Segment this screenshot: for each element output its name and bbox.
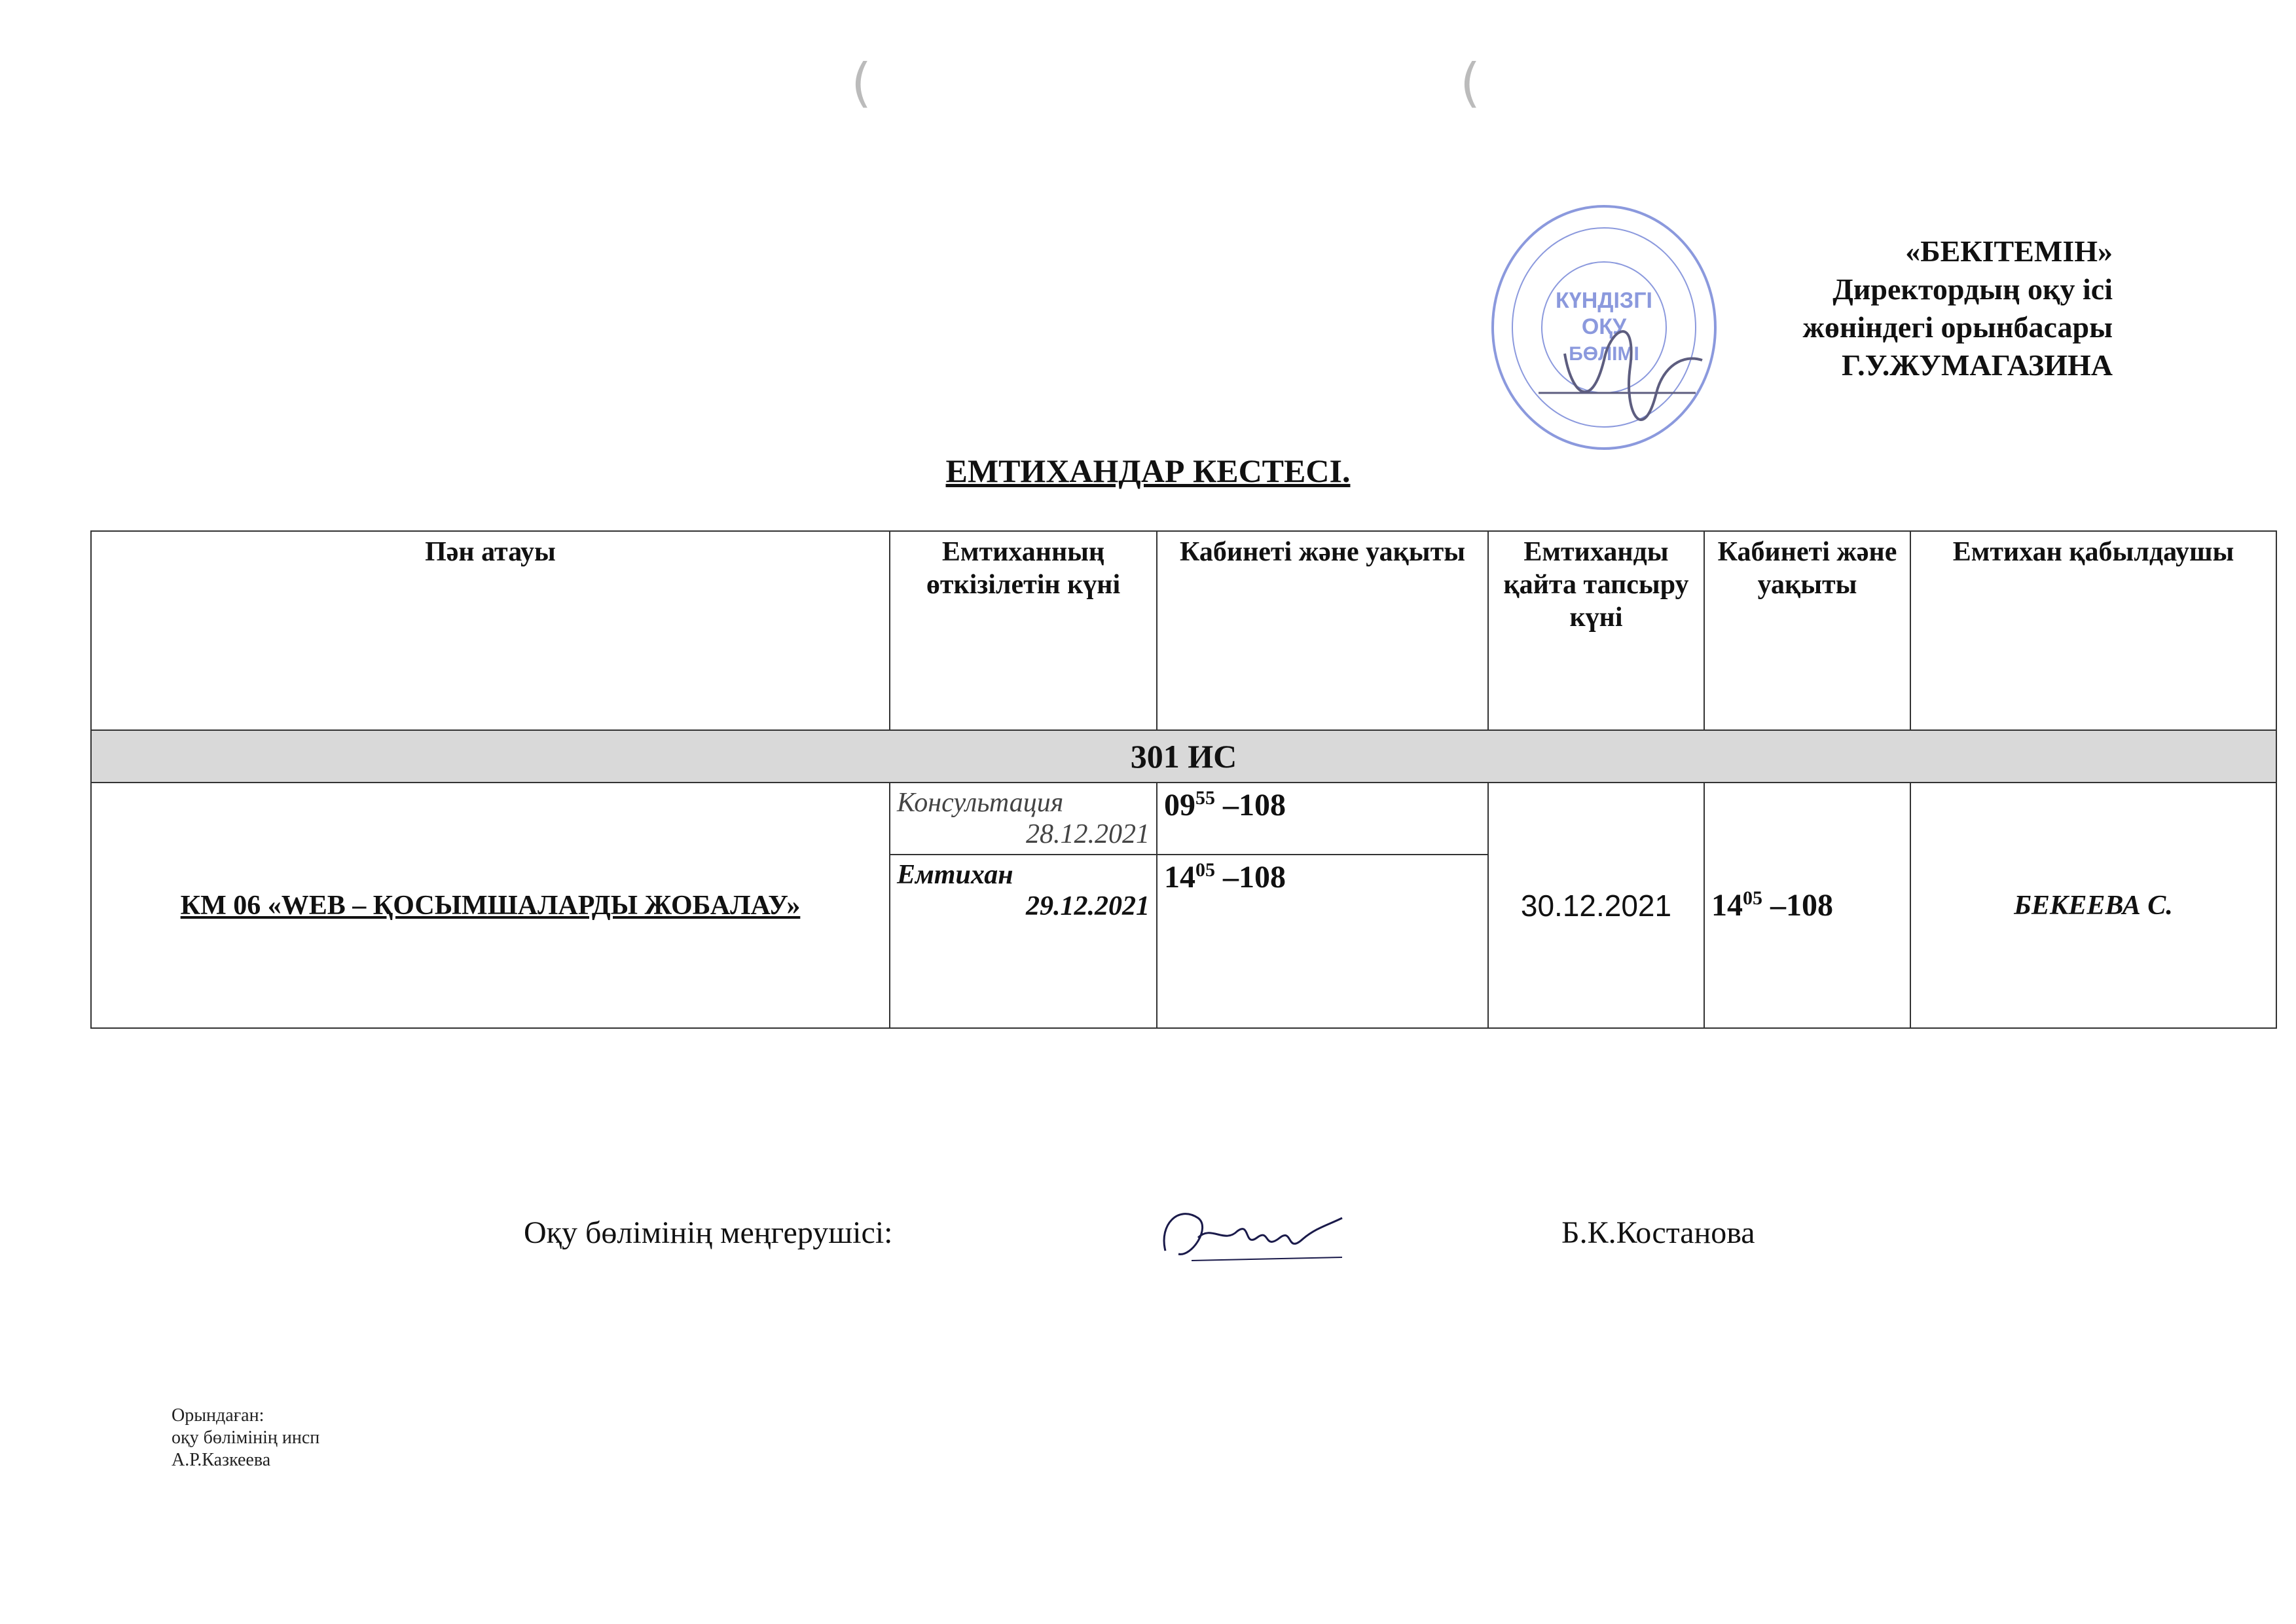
consult-date-cell — [890, 783, 1157, 855]
consult-hour: 09 — [1164, 788, 1195, 822]
exam-room: –108 — [1215, 860, 1286, 895]
scan-mark-right: ( — [1460, 52, 1481, 113]
footer-block — [172, 1405, 319, 1471]
group-label: 301 ИС — [91, 730, 2276, 783]
approval-block — [1803, 232, 2113, 384]
exam-schedule-table — [90, 530, 2277, 1029]
scan-mark-left: ( — [851, 52, 872, 113]
approval-line-4: Г.У.ЖУМАГАЗИНА — [1842, 348, 2113, 382]
exam-min: 05 — [1195, 859, 1215, 881]
header-room-time: Кабинеті және уақыты — [1157, 531, 1488, 730]
consult-date: 28.12.2021 — [1026, 819, 1150, 849]
exam-time-cell — [1157, 855, 1488, 1028]
stamp-text-1: КҮНДІЗГІ — [1556, 288, 1652, 313]
footer-line-2: оқу бөлімінің инсп — [172, 1428, 320, 1448]
subject-cell: КМ 06 «WEB – ҚОСЫМШАЛАРДЫ ЖОБАЛАУ» — [91, 783, 890, 1028]
handwritten-signature-icon — [1152, 1198, 1349, 1270]
header-retake-room-time: Кабинеті және уақыты — [1704, 531, 1910, 730]
consult-label: Консультация — [897, 788, 1064, 818]
table-header-row — [91, 531, 2276, 730]
exam-hour: 14 — [1164, 860, 1195, 895]
consult-time-cell — [1157, 783, 1488, 855]
header-examiner: Емтихан қабылдаушы — [1910, 531, 2276, 730]
retake-min: 05 — [1743, 887, 1762, 909]
footer-line-1: Орындаған: — [172, 1405, 264, 1426]
footer-line-3: А.Р.Казкеева — [172, 1450, 271, 1470]
stamp-text-2: ОҚУ — [1581, 314, 1627, 339]
approval-line-1: «БЕКІТЕМІН» — [1905, 234, 2113, 268]
approval-line-2: Директордың оқу ісі — [1832, 272, 2113, 306]
consult-min: 55 — [1195, 787, 1215, 809]
approval-line-3: жөніндегі орынбасары — [1802, 310, 2113, 344]
retake-hour: 14 — [1711, 888, 1743, 923]
department-head-label: Оқу бөлімінің меңгерушісі: — [524, 1215, 893, 1250]
table-row — [91, 783, 2276, 855]
department-head-name: Б.К.Костанова — [1561, 1215, 1755, 1250]
header-subject: Пән атауы — [91, 531, 890, 730]
examiner-cell: БЕКЕЕВА С. — [1910, 783, 2276, 1028]
retake-room: –108 — [1762, 888, 1833, 923]
exam-date: 29.12.2021 — [1026, 891, 1150, 921]
retake-date-cell: 30.12.2021 — [1488, 783, 1704, 1028]
page-title: ЕМТИХАНДАР КЕСТЕСІ. — [945, 452, 1351, 489]
stamp-text-3: БӨЛІМІ — [1569, 343, 1639, 365]
header-exam-date: Емтиханның өткізілетін күні — [890, 531, 1157, 730]
header-retake-date: Емтиханды қайта тапсыру күні — [1488, 531, 1704, 730]
retake-time-cell — [1704, 783, 1910, 1028]
exam-label: Емтихан — [897, 860, 1013, 890]
group-row — [91, 730, 2276, 783]
exam-date-cell — [890, 855, 1157, 1028]
consult-room: –108 — [1215, 788, 1286, 822]
